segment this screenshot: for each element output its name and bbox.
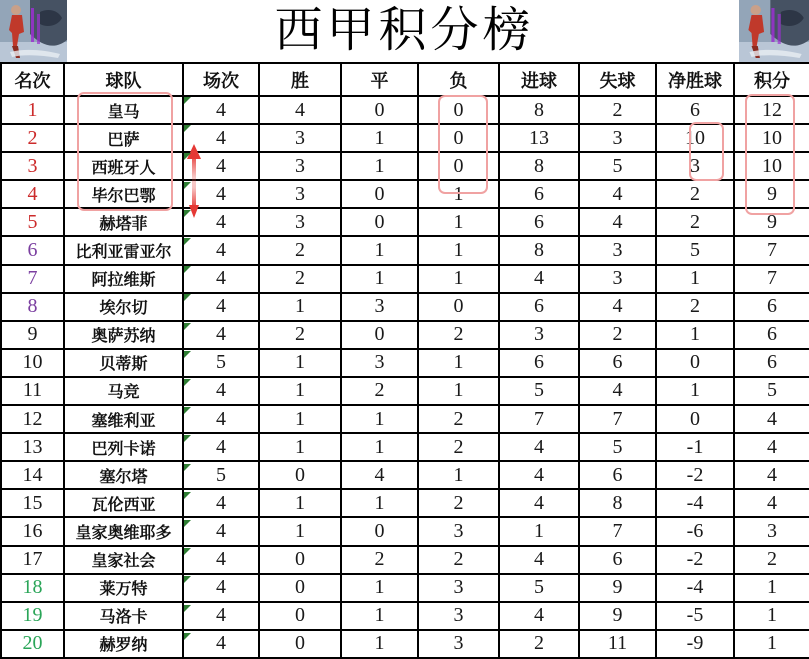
cell-gf: 6: [499, 293, 579, 321]
cell-draw: 1: [341, 152, 418, 180]
cell-team: 贝蒂斯: [64, 349, 183, 377]
cell-win: 4: [259, 96, 341, 124]
cell-pts: 9: [734, 180, 809, 208]
column-header-gf: 进球: [499, 63, 579, 96]
cell-loss: 3: [418, 602, 499, 630]
cell-win: 1: [259, 349, 341, 377]
cell-win: 1: [259, 433, 341, 461]
cell-gf: 4: [499, 489, 579, 517]
cell-win: 1: [259, 517, 341, 545]
cell-gf: 5: [499, 377, 579, 405]
cell-gf: 8: [499, 236, 579, 264]
cell-ga: 6: [579, 546, 656, 574]
cell-played: 4: [183, 321, 259, 349]
cell-loss: 0: [418, 124, 499, 152]
cell-rank: 12: [1, 405, 64, 433]
cell-rank: 3: [1, 152, 64, 180]
cell-win: 2: [259, 321, 341, 349]
cell-win: 3: [259, 124, 341, 152]
cell-gd: 0: [656, 405, 734, 433]
cell-win: 0: [259, 602, 341, 630]
cell-gd: -4: [656, 574, 734, 602]
cell-pts: 4: [734, 489, 809, 517]
cell-pts: 4: [734, 461, 809, 489]
cell-gd: 2: [656, 180, 734, 208]
cell-rank: 20: [1, 630, 64, 658]
cell-loss: 1: [418, 236, 499, 264]
cell-ga: 5: [579, 152, 656, 180]
standings-row: [1, 265, 809, 293]
cell-win: 2: [259, 265, 341, 293]
cell-draw: 1: [341, 489, 418, 517]
cell-draw: 0: [341, 321, 418, 349]
cell-gf: 2: [499, 630, 579, 658]
cell-played: 4: [183, 433, 259, 461]
cell-ga: 4: [579, 208, 656, 236]
standings-row: [1, 208, 809, 236]
cell-pts: 4: [734, 433, 809, 461]
cell-ga: 9: [579, 574, 656, 602]
page-title: 西甲积分榜: [274, 4, 535, 57]
cell-team: 奥萨苏纳: [64, 321, 183, 349]
cell-played: 5: [183, 461, 259, 489]
cell-ga: 2: [579, 321, 656, 349]
standings-row: [1, 349, 809, 377]
cell-loss: 3: [418, 574, 499, 602]
cell-gd: -6: [656, 517, 734, 545]
cell-gd: 10: [656, 124, 734, 152]
cell-gf: 4: [499, 433, 579, 461]
column-header-draw: 平: [341, 63, 418, 96]
cell-rank: 17: [1, 546, 64, 574]
cell-team: 巴萨: [64, 124, 183, 152]
cell-team: 皇马: [64, 96, 183, 124]
cell-played: 4: [183, 405, 259, 433]
column-header-pts: 积分: [734, 63, 809, 96]
cell-rank: 1: [1, 96, 64, 124]
cell-ga: 3: [579, 236, 656, 264]
cell-gd: -2: [656, 461, 734, 489]
cell-gf: 4: [499, 546, 579, 574]
cell-gf: 4: [499, 602, 579, 630]
cell-pts: 9: [734, 208, 809, 236]
cell-draw: 3: [341, 293, 418, 321]
cell-win: 0: [259, 630, 341, 658]
cell-loss: 2: [418, 433, 499, 461]
cell-draw: 1: [341, 405, 418, 433]
cell-rank: 9: [1, 321, 64, 349]
cell-team: 马竞: [64, 377, 183, 405]
cell-win: 1: [259, 293, 341, 321]
cell-draw: 1: [341, 574, 418, 602]
cell-gf: 8: [499, 96, 579, 124]
cell-draw: 1: [341, 433, 418, 461]
cell-pts: 1: [734, 574, 809, 602]
cell-team: 比利亚雷亚尔: [64, 236, 183, 264]
cell-gd: 5: [656, 236, 734, 264]
cell-team: 埃尔切: [64, 293, 183, 321]
cell-gd: -5: [656, 602, 734, 630]
cell-win: 1: [259, 377, 341, 405]
cell-rank: 4: [1, 180, 64, 208]
cell-played: 4: [183, 489, 259, 517]
cell-gd: 1: [656, 265, 734, 293]
column-header-loss: 负: [418, 63, 499, 96]
column-header-played: 场次: [183, 63, 259, 96]
cell-ga: 4: [579, 293, 656, 321]
cell-gf: 4: [499, 461, 579, 489]
cell-ga: 9: [579, 602, 656, 630]
cell-played: 4: [183, 96, 259, 124]
cell-loss: 1: [418, 461, 499, 489]
column-header-team: 球队: [64, 63, 183, 96]
cell-loss: 0: [418, 293, 499, 321]
cell-gd: -1: [656, 433, 734, 461]
cell-win: 0: [259, 546, 341, 574]
cell-loss: 0: [418, 96, 499, 124]
cell-team: 赫塔菲: [64, 208, 183, 236]
standings-row: [1, 152, 809, 180]
cell-team: 马洛卡: [64, 602, 183, 630]
corner-artwork-right-icon: [739, 0, 809, 62]
cell-played: 4: [183, 265, 259, 293]
corner-artwork-left-icon: [0, 0, 67, 62]
cell-pts: 5: [734, 377, 809, 405]
standings-row: [1, 293, 809, 321]
cell-win: 3: [259, 208, 341, 236]
cell-draw: 3: [341, 349, 418, 377]
cell-win: 3: [259, 152, 341, 180]
cell-ga: 4: [579, 377, 656, 405]
cell-loss: 2: [418, 321, 499, 349]
cell-gf: 8: [499, 152, 579, 180]
cell-played: 5: [183, 349, 259, 377]
cell-played: 4: [183, 124, 259, 152]
cell-gf: 6: [499, 349, 579, 377]
cell-win: 1: [259, 489, 341, 517]
column-header-rank: 名次: [1, 63, 64, 96]
cell-pts: 6: [734, 349, 809, 377]
cell-played: 4: [183, 208, 259, 236]
cell-win: 3: [259, 180, 341, 208]
cell-pts: 1: [734, 602, 809, 630]
standings-row: [1, 433, 809, 461]
standings-row: [1, 180, 809, 208]
cell-team: 阿拉维斯: [64, 265, 183, 293]
cell-pts: 7: [734, 265, 809, 293]
cell-loss: 2: [418, 546, 499, 574]
standings-row: [1, 461, 809, 489]
cell-rank: 2: [1, 124, 64, 152]
standings-row: [1, 574, 809, 602]
cell-pts: 7: [734, 236, 809, 264]
cell-gd: 2: [656, 293, 734, 321]
cell-draw: 1: [341, 630, 418, 658]
cell-ga: 2: [579, 96, 656, 124]
cell-played: 4: [183, 630, 259, 658]
cell-rank: 15: [1, 489, 64, 517]
cell-gf: 5: [499, 574, 579, 602]
cell-played: 4: [183, 293, 259, 321]
cell-gd: 3: [656, 152, 734, 180]
cell-team: 毕尔巴鄂: [64, 180, 183, 208]
cell-gf: 1: [499, 517, 579, 545]
standings-row: [1, 236, 809, 264]
cell-loss: 1: [418, 349, 499, 377]
cell-ga: 3: [579, 265, 656, 293]
standings-row: [1, 124, 809, 152]
cell-rank: 19: [1, 602, 64, 630]
cell-pts: 3: [734, 517, 809, 545]
cell-pts: 6: [734, 293, 809, 321]
cell-gd: 6: [656, 96, 734, 124]
cell-rank: 11: [1, 377, 64, 405]
cell-loss: 1: [418, 180, 499, 208]
title-bar: [0, 0, 809, 62]
standings-row: [1, 96, 809, 124]
standings-row: [1, 377, 809, 405]
cell-ga: 8: [579, 489, 656, 517]
cell-loss: 2: [418, 489, 499, 517]
cell-draw: 4: [341, 461, 418, 489]
cell-gf: 13: [499, 124, 579, 152]
cell-ga: 7: [579, 405, 656, 433]
cell-team: 瓦伦西亚: [64, 489, 183, 517]
cell-win: 2: [259, 236, 341, 264]
cell-pts: 12: [734, 96, 809, 124]
cell-gd: 1: [656, 377, 734, 405]
cell-ga: 6: [579, 461, 656, 489]
cell-rank: 10: [1, 349, 64, 377]
standings-row: [1, 602, 809, 630]
header-row: [1, 63, 809, 96]
cell-draw: 0: [341, 208, 418, 236]
cell-draw: 1: [341, 124, 418, 152]
cell-gd: 1: [656, 321, 734, 349]
cell-ga: 6: [579, 349, 656, 377]
cell-loss: 3: [418, 630, 499, 658]
cell-team: 莱万特: [64, 574, 183, 602]
cell-pts: 10: [734, 124, 809, 152]
cell-rank: 18: [1, 574, 64, 602]
cell-win: 0: [259, 461, 341, 489]
cell-loss: 0: [418, 152, 499, 180]
cell-loss: 1: [418, 265, 499, 293]
cell-rank: 7: [1, 265, 64, 293]
cell-played: 4: [183, 546, 259, 574]
standings-row: [1, 546, 809, 574]
cell-rank: 13: [1, 433, 64, 461]
cell-win: 1: [259, 405, 341, 433]
cell-draw: 0: [341, 96, 418, 124]
cell-rank: 16: [1, 517, 64, 545]
cell-gd: -9: [656, 630, 734, 658]
cell-team: 塞尔塔: [64, 461, 183, 489]
cell-gd: 0: [656, 349, 734, 377]
cell-team: 赫罗纳: [64, 630, 183, 658]
cell-gf: 3: [499, 321, 579, 349]
column-header-win: 胜: [259, 63, 341, 96]
cell-pts: 6: [734, 321, 809, 349]
cell-played: 4: [183, 152, 259, 180]
cell-pts: 10: [734, 152, 809, 180]
cell-loss: 1: [418, 377, 499, 405]
cell-rank: 8: [1, 293, 64, 321]
cell-loss: 2: [418, 405, 499, 433]
cell-win: 0: [259, 574, 341, 602]
cell-gf: 6: [499, 208, 579, 236]
cell-rank: 14: [1, 461, 64, 489]
cell-loss: 3: [418, 517, 499, 545]
standings-row: [1, 321, 809, 349]
cell-played: 4: [183, 180, 259, 208]
cell-gf: 7: [499, 405, 579, 433]
cell-ga: 4: [579, 180, 656, 208]
cell-draw: 1: [341, 602, 418, 630]
column-header-ga: 失球: [579, 63, 656, 96]
standings-row: [1, 489, 809, 517]
cell-draw: 1: [341, 236, 418, 264]
cell-loss: 1: [418, 208, 499, 236]
cell-gf: 4: [499, 265, 579, 293]
cell-played: 4: [183, 602, 259, 630]
cell-rank: 5: [1, 208, 64, 236]
cell-gf: 6: [499, 180, 579, 208]
cell-draw: 1: [341, 265, 418, 293]
cell-draw: 0: [341, 180, 418, 208]
cell-ga: 11: [579, 630, 656, 658]
cell-gd: 2: [656, 208, 734, 236]
cell-pts: 4: [734, 405, 809, 433]
cell-team: 皇家奥维耶多: [64, 517, 183, 545]
cell-pts: 1: [734, 630, 809, 658]
standings-row: [1, 630, 809, 658]
standings-row: [1, 517, 809, 545]
cell-played: 4: [183, 236, 259, 264]
cell-ga: 5: [579, 433, 656, 461]
column-header-gd: 净胜球: [656, 63, 734, 96]
cell-played: 4: [183, 377, 259, 405]
cell-played: 4: [183, 574, 259, 602]
cell-draw: 2: [341, 377, 418, 405]
cell-team: 塞维利亚: [64, 405, 183, 433]
cell-team: 皇家社会: [64, 546, 183, 574]
standings-row: [1, 405, 809, 433]
cell-played: 4: [183, 517, 259, 545]
cell-gd: -4: [656, 489, 734, 517]
cell-ga: 7: [579, 517, 656, 545]
cell-team: 巴列卡诺: [64, 433, 183, 461]
cell-gd: -2: [656, 546, 734, 574]
cell-pts: 2: [734, 546, 809, 574]
cell-ga: 3: [579, 124, 656, 152]
cell-rank: 6: [1, 236, 64, 264]
standings-table: [0, 62, 809, 659]
cell-team: 西班牙人: [64, 152, 183, 180]
cell-draw: 2: [341, 546, 418, 574]
cell-draw: 0: [341, 517, 418, 545]
